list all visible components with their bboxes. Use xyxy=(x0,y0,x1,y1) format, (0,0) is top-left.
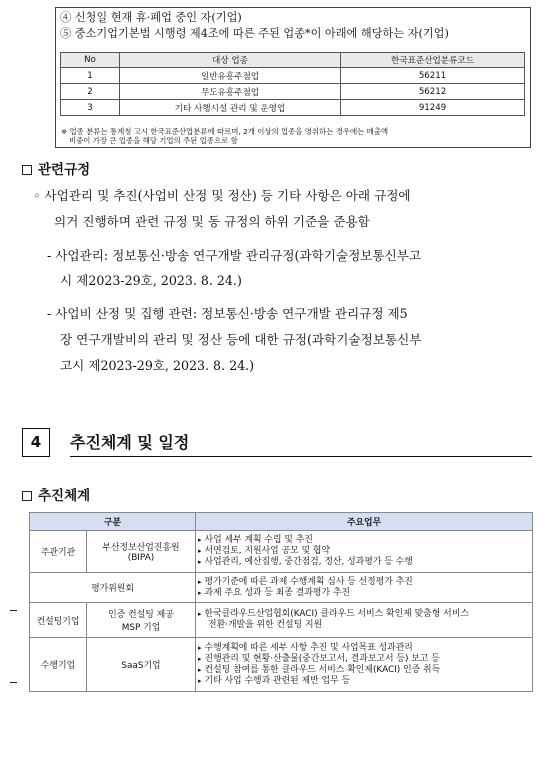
rules-item-line: 시 제2023-29호, 2023. 8. 24.) xyxy=(60,273,242,288)
column-header: No xyxy=(61,53,120,68)
duty-item: ▸ 과제 주요 성과 등 최종 결과평가 추진 xyxy=(198,588,530,599)
duty-item: ▸ 서면검토, 지원사업 공모 및 협약 xyxy=(198,546,530,557)
note-line: ※ 업종 분류는 통계청 고시 한국표준산업분류에 따르며, 2개 이상의 업종을 영위하는 경우에는 매출액 xyxy=(61,127,389,136)
duty-cell xyxy=(196,531,533,573)
org-cell: SaaS기업 xyxy=(87,638,196,692)
table-cell: 56212 xyxy=(341,84,525,100)
note-line: 비중이 가장 큰 업종을 해당 기업의 주된 업종으로 함 xyxy=(69,136,238,145)
org-name: MSP 기업 xyxy=(121,623,161,633)
table-row xyxy=(61,84,525,100)
table-note xyxy=(61,127,526,145)
duty-cell xyxy=(196,603,533,638)
column-header: 한국표준산업분류코드 xyxy=(341,53,525,68)
margin-mark xyxy=(10,682,17,683)
duty-item: ▸ 진행관리 및 현황·산출물(중간보고서, 결과보고서 등) 보고 등 xyxy=(198,654,530,665)
table-cell: 일반유흥주점업 xyxy=(120,68,341,84)
table-row xyxy=(30,573,533,603)
table-cell: 1 xyxy=(61,68,120,84)
table-row xyxy=(61,100,525,116)
rules-item-line: - 사업비 산정 및 집행 관련: 정보통신·방송 연구개발 관리규정 제5 xyxy=(47,306,408,321)
org-cell xyxy=(87,603,196,638)
section-heading-org xyxy=(22,484,90,504)
industry-code-table xyxy=(60,52,525,116)
duty-item: ▸ 평가기준에 따른 과제 수행계획 심사 등 선정평가 추진 xyxy=(198,577,530,588)
rules-paragraph-line: 의거 진행하며 관련 규정 및 동 규정의 하위 기준을 준용함 xyxy=(54,214,370,229)
table-cell: 3 xyxy=(61,100,120,116)
table-cell: 2 xyxy=(61,84,120,100)
section-number-box: 4 xyxy=(22,428,50,457)
table-row xyxy=(61,68,525,84)
heading-text: 추진체계 xyxy=(38,488,91,504)
table-cell: 무도유흥주점업 xyxy=(120,84,341,100)
duty-item: ▸ 사업관리, 예산집행, 중간점검, 정산, 성과평가 등 수행 xyxy=(198,557,530,568)
table-row xyxy=(30,603,533,638)
org-name: 부산정보산업진흥원 xyxy=(102,543,180,553)
table-cell: 기타 사행시설 관리 및 운영업 xyxy=(120,100,341,116)
section-heading-rules xyxy=(22,158,90,178)
table-header-row xyxy=(30,513,533,531)
table-header-row xyxy=(61,53,525,68)
org-cell xyxy=(87,531,196,573)
margin-mark xyxy=(10,610,17,611)
table-cell: 91249 xyxy=(341,100,525,116)
duty-cell xyxy=(196,573,533,603)
duty-item: ▸ 한국클라우드산업협회(KACI) 클라우드 서비스 확인제 맞춤형 서비스 xyxy=(198,609,530,620)
section-title: 추진체계 및 일정 xyxy=(70,433,190,452)
square-bullet-icon xyxy=(22,165,32,175)
exclusion-criteria-box xyxy=(55,7,531,148)
column-header: 구분 xyxy=(30,513,196,531)
duty-cell xyxy=(196,638,533,692)
heading-text: 관련규정 xyxy=(38,162,91,178)
duty-item: ▸ 수행계획에 따른 세부 사항 추진 및 사업목표 성과관리 xyxy=(198,643,530,654)
duty-item: ▸ 사업 세부 계획 수립 및 추진 xyxy=(198,535,530,546)
table-cell: 56211 xyxy=(341,68,525,84)
role-cell: 주관기관 xyxy=(30,531,87,573)
rules-item-line: 고시 제2023-29호, 2023. 8. 24.) xyxy=(60,358,255,373)
table-row xyxy=(30,638,533,692)
criterion-4: ④ 신청일 현재 휴·폐업 중인 자(기업) xyxy=(60,11,242,24)
org-name: (BIPA) xyxy=(127,553,155,563)
column-header: 대상 업종 xyxy=(120,53,341,68)
duty-item: 전환·개발을 위한 컨설팅 지원 xyxy=(208,620,323,630)
rules-item-line: 장 연구개발비의 관리 및 정산 등에 대한 규정(과학기술정보통신부 xyxy=(60,332,422,347)
column-header: 주요업무 xyxy=(196,513,533,531)
org-structure-table xyxy=(29,512,533,692)
role-cell: 컨설팅기업 xyxy=(30,603,87,638)
table-row xyxy=(30,531,533,573)
role-cell: 수행기업 xyxy=(30,638,87,692)
duty-item: ▸ 컨설팅 참여를 통한 클라우드 서비스 확인제(KACI) 인증 취득 xyxy=(198,665,530,676)
duty-item: ▸ 기타 사업 수행과 관련된 제반 업무 등 xyxy=(198,676,530,687)
square-bullet-icon xyxy=(22,491,32,501)
rules-paragraph-line: ◦ 사업관리 및 추진(사업비 산정 및 정산) 등 기타 사항은 아래 규정에 xyxy=(33,188,411,203)
criterion-5: ⑤ 중소기업기본법 시행령 제4조에 따른 주된 업종*이 아래에 해당하는 자(기업) xyxy=(60,27,449,40)
rules-item-line: - 사업관리: 정보통신·방송 연구개발 관리규정(과학기술정보통신부고 xyxy=(47,248,422,263)
role-cell: 평가위원회 xyxy=(30,573,196,603)
org-name: 인증 컨설팅 제공 xyxy=(108,610,174,620)
